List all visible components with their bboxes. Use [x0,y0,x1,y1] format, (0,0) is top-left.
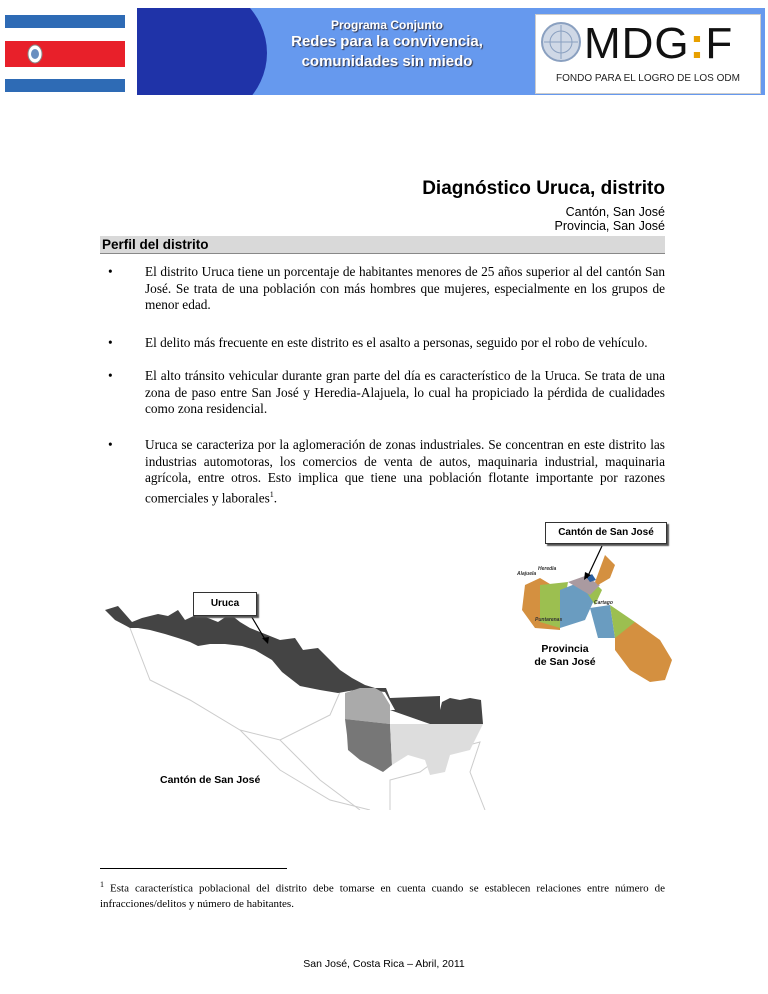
label-provincia-line1: Provincia [541,643,589,655]
bullet-text: El delito más frecuente en este distrito es el asalto a personas, seguido por el robo de vehículo. [145,335,648,350]
bullet-item [108,264,665,314]
footnote-text: Esta característica poblacional del distrito debe tomarse en cuenta cuando se establecen relaciones entre número de infracciones/delitos y número de habitantes. [100,882,666,910]
callout-uruca: Uruca [193,592,257,616]
logo-accent: F [705,19,734,68]
subtitle-canton: Cantón, San José [565,205,665,219]
map-label-heredia: Heredia [538,566,557,572]
bullet-dot: • [108,335,113,350]
footnote-number: 1 [100,880,104,889]
map-label-cartago: Cartago [594,600,613,606]
program-name-line2: comunidades sin miedo [301,53,473,70]
bullet-item [108,368,665,418]
bullet-text: El alto tránsito vehicular durante gran parte del día es característico de la Uruca. Se trata de una zona de paso entre San José y Heredia-Alajuela, lo cual ha propiciado la pérdida de cualidades como zona residencial. [145,368,665,416]
bullet-text: Uruca se caracteriza por la aglomeración de zonas industriales. Se concentran en este distrito las industrias automotoras, los comercios de venta de autos, maquinaria industrial, maquinaria agrícola, entre otros. Esto implica que tiene una población flotante importante por razones comerciales y laborales [145,437,665,505]
program-banner [137,8,765,95]
callout-canton-san-jose: Cantón de San José [545,522,667,544]
section-heading: Perfil del distrito [100,236,665,254]
district-south-east [390,724,483,775]
bullet-dot: • [108,264,113,279]
footnote [100,877,665,912]
page-footer: San José, Costa Rica – Abril, 2011 [303,958,465,970]
map-label-alajuela: Alajuela [517,571,537,577]
label-provincia-line2: de San José [534,656,596,668]
bullet-item: • Uruca se caracteriza por la aglomeración de zonas industriales. Se concentran en este distrito las industrias automotoras, los comercios de venta de autos, maquinaria industrial, maquinaria agrícola, entre otros. Esto implica que tiene una población flotante importante por razones comerciales y laborales$^1$. [108,437,665,505]
bullet-dot: • [108,437,113,452]
program-label: Programa Conjunto [330,18,443,32]
program-name-line1: Redes para la convivencia, [291,33,483,50]
bullet-item [108,335,665,352]
map-label-puntarenas: Puntarenas [535,617,563,623]
district-north [345,688,390,724]
costa-rica-flag [5,15,125,92]
un-emblem-icon [540,21,582,63]
footnote-divider [100,868,287,869]
label-canton-san-jose: Cantón de San José [160,774,261,786]
district-south-west [345,719,392,772]
bullet-text: El distrito Uruca tiene un porcentaje de habitantes menores de 25 años superior al del cantón San José. Se trata de una población con más hombres que mujeres, especialmente en los grupos de menor edad. [145,264,665,312]
logo-text: MDG [584,19,690,68]
bullet-dot: • [108,368,113,383]
uruca-district [105,606,440,710]
footnote-ref[interactable]: 1 [269,489,274,499]
subtitle-provincia: Provincia, San José [554,219,665,233]
mdgf-logo: MDG:F FONDO PARA EL LOGRO DE LOS ODM [535,14,761,94]
logo-subtitle: FONDO PARA EL LOGRO DE LOS ODM [556,73,740,84]
document-title: Diagnóstico Uruca, distrito [422,178,665,199]
